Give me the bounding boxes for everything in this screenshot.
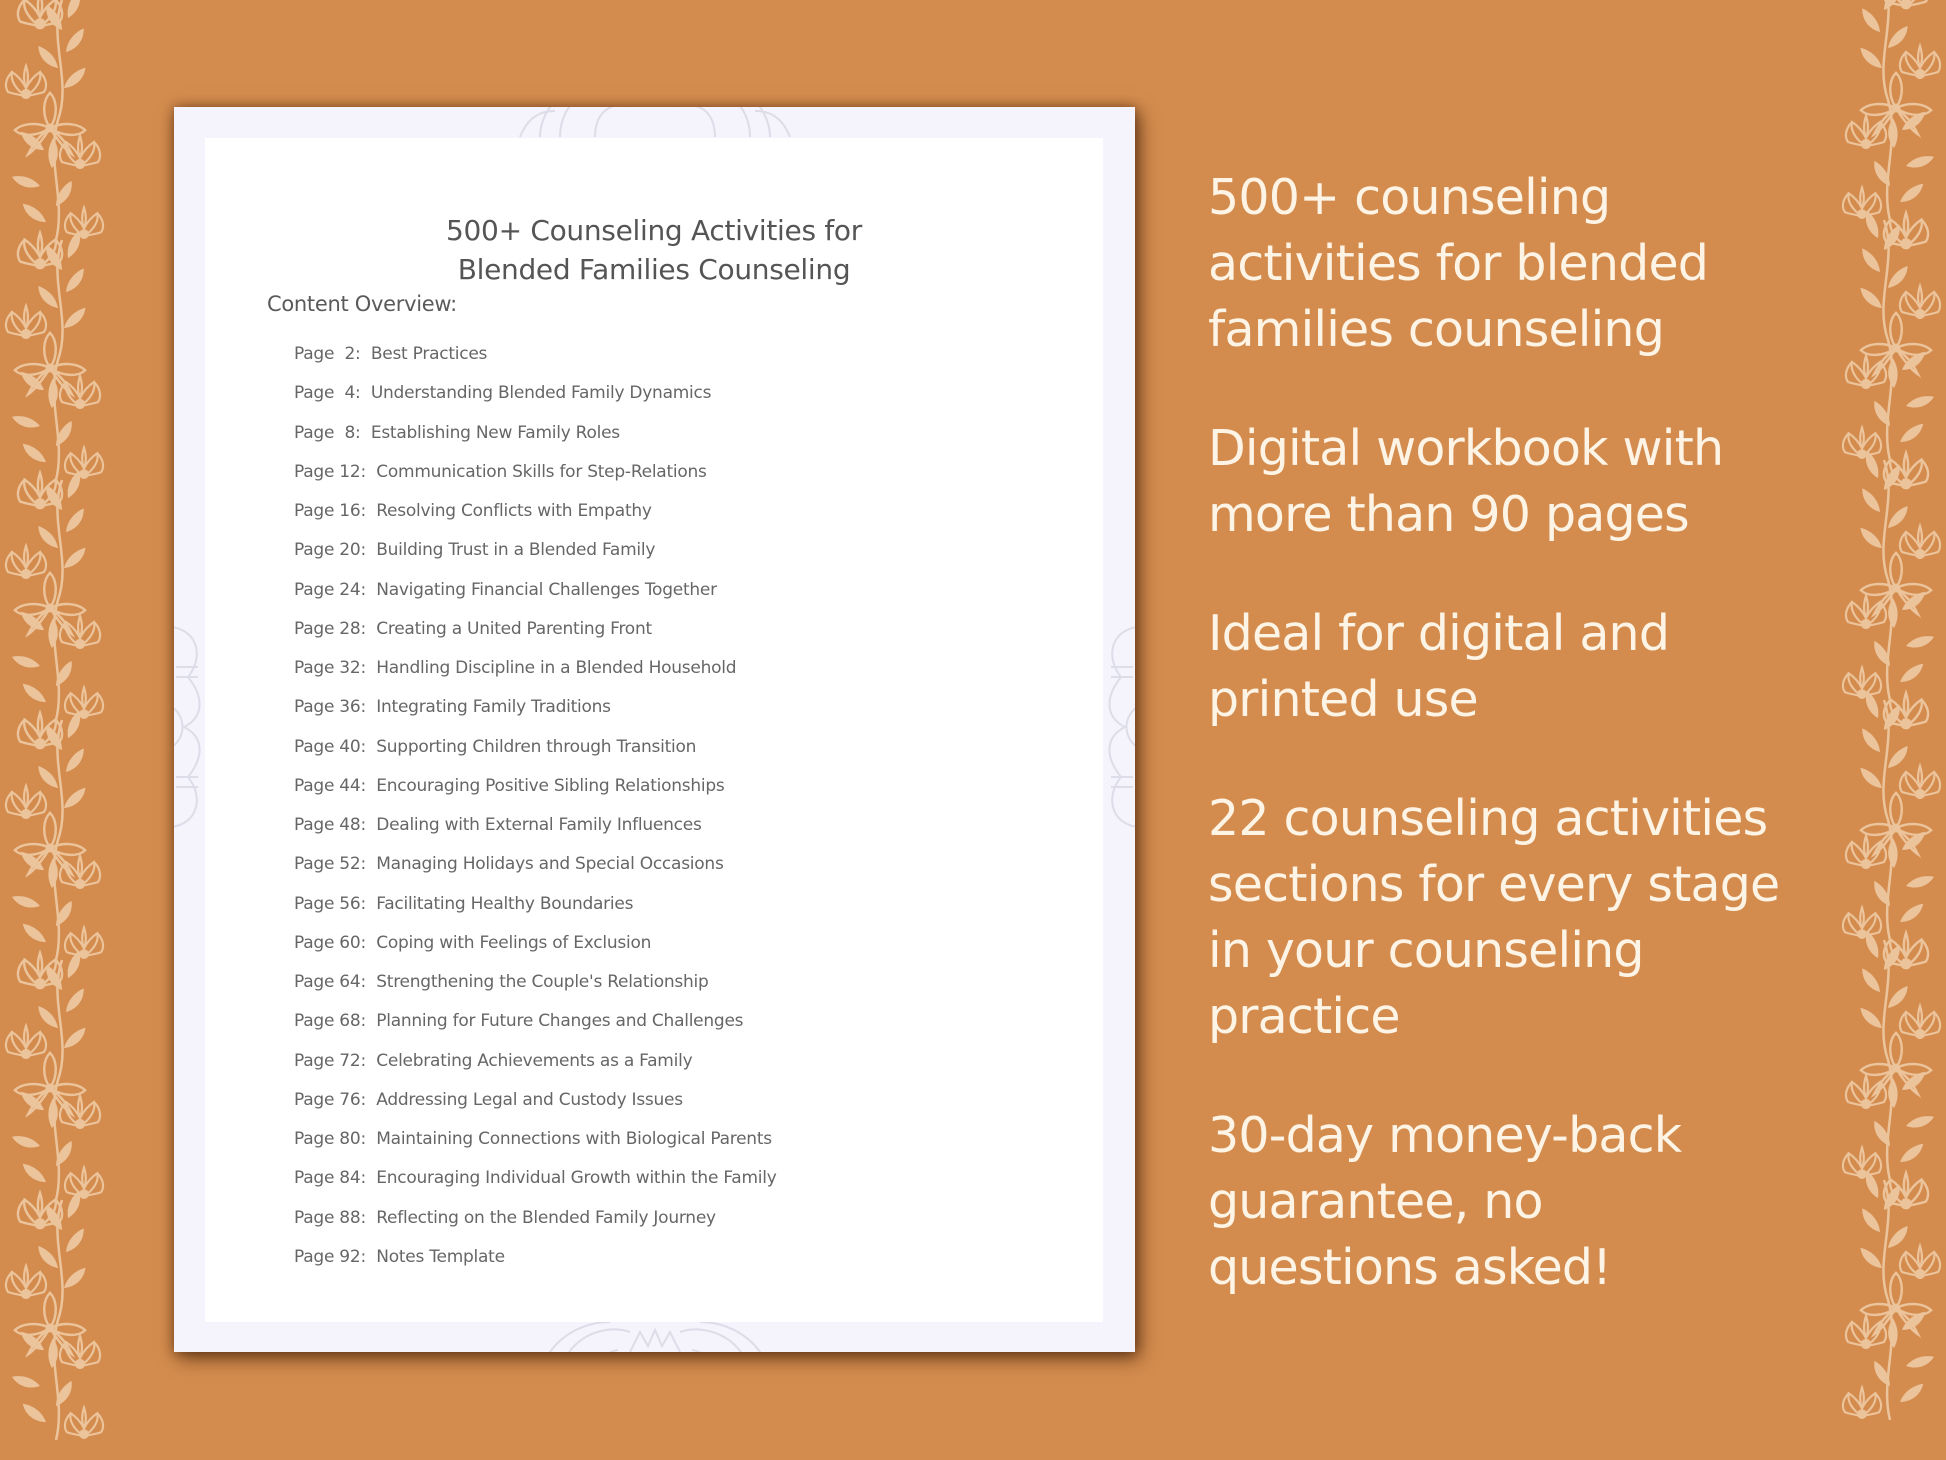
feature-digital-printed-use: Ideal for digital and printed use <box>1208 605 1670 728</box>
toc-item: Page 44: Encouraging Positive Sibling Relationships <box>294 775 725 796</box>
document-content <box>205 138 1103 1322</box>
toc-item: Page 76: Addressing Legal and Custody Issues <box>294 1089 683 1110</box>
toc-item: Page 12: Communication Skills for Step-Relations <box>294 461 707 482</box>
toc-item: Page 20: Building Trust in a Blended Family <box>294 540 656 561</box>
content-overview-label: Content Overview: <box>267 292 457 316</box>
toc-item: Page 24: Navigating Financial Challenges Together <box>294 579 717 600</box>
mandala-left-icon <box>174 607 208 847</box>
toc-item: Page 36: Integrating Family Traditions <box>294 697 611 718</box>
toc-item: Page 32: Handling Discipline in a Blended Household <box>294 658 737 678</box>
toc-item: Page 84: Encouraging Individual Growth within the Family <box>294 1168 777 1189</box>
toc-item: Page 4: Understanding Blended Family Dynamics <box>294 383 712 404</box>
toc-item: Page 40: Supporting Children through Transition <box>294 736 697 757</box>
toc-item: Page 80: Maintaining Connections with Biological Parents <box>294 1129 772 1149</box>
toc-item: Page 28: Creating a United Parenting Front <box>294 618 652 639</box>
toc-item: Page 48: Dealing with External Family Influences <box>294 815 702 835</box>
toc-item: Page 52: Managing Holidays and Special Occasions <box>294 854 724 875</box>
toc-item: Page 72: Celebrating Achievements as a Family <box>294 1050 693 1071</box>
toc-item: Page 2: Best Practices <box>294 344 488 364</box>
feature-digital-workbook: Digital workbook with more than 90 pages <box>1208 420 1724 543</box>
feature-sections: 22 counseling activities sections for every stage in your counseling practice <box>1208 790 1780 1045</box>
document-page <box>174 107 1135 1352</box>
toc-item: Page 68: Planning for Future Changes and Challenges <box>294 1011 744 1032</box>
toc-item: Page 56: Facilitating Healthy Boundaries <box>294 893 634 914</box>
document-title <box>205 211 1103 289</box>
feature-money-back-guarantee: 30-day money-back guarantee, no questions asked! <box>1208 1107 1682 1296</box>
toc-item: Page 92: Notes Template <box>294 1246 505 1267</box>
document-title-line-1: 500+ Counseling Activities for <box>446 214 862 247</box>
feature-list <box>1208 165 1848 1354</box>
table-of-contents <box>294 344 777 1286</box>
toc-item: Page 88: Reflecting on the Blended Family Journey <box>294 1207 716 1228</box>
toc-item: Page 16: Resolving Conflicts with Empathy <box>294 501 652 521</box>
toc-item: Page 60: Coping with Feelings of Exclusion <box>294 932 652 953</box>
mandala-right-icon <box>1101 607 1135 847</box>
toc-item: Page 64: Strengthening the Couple's Relationship <box>294 972 709 992</box>
feature-activities-count: 500+ counseling activities for blended families counseling <box>1208 169 1709 358</box>
toc-item: Page 8: Establishing New Family Roles <box>294 422 620 443</box>
floral-vine-left <box>0 0 130 1460</box>
document-title-line-2: Blended Families Counseling <box>457 253 851 286</box>
